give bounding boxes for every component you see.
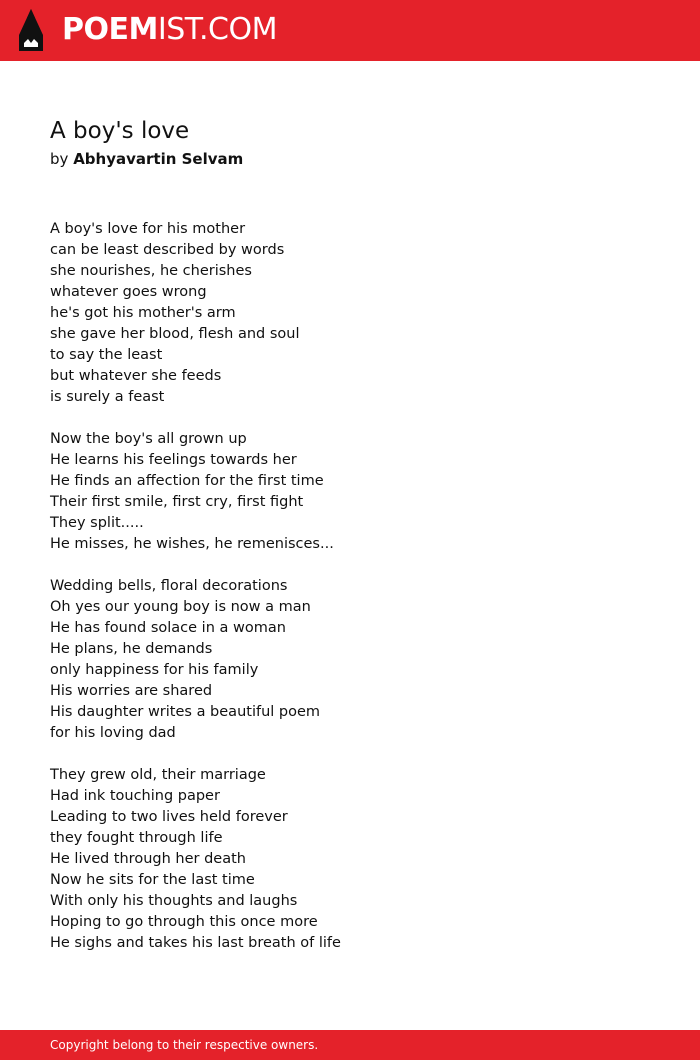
poem-line: Wedding bells, floral decorations xyxy=(50,578,288,594)
poem-line: to say the least xyxy=(50,347,163,363)
poem-line: he's got his mother's arm xyxy=(50,305,236,321)
poem-line: With only his thoughts and laughs xyxy=(50,893,298,909)
poem-line: only happiness for his family xyxy=(50,662,259,678)
poem-line: Had ink touching paper xyxy=(50,788,220,804)
stanza-1 xyxy=(50,219,650,408)
poem-line: Now he sits for the last time xyxy=(50,872,255,888)
poem-line: whatever goes wrong xyxy=(50,284,207,300)
site-header xyxy=(0,0,700,61)
stanza-4 xyxy=(50,765,650,954)
poem-line: He learns his feelings towards her xyxy=(50,452,297,468)
poem-line: for his loving dad xyxy=(50,725,176,741)
logo-light-text: IST.COM xyxy=(157,12,277,47)
byline xyxy=(50,149,243,169)
poem-line: He plans, he demands xyxy=(50,641,213,657)
poem-line: can be least described by words xyxy=(50,242,285,258)
poem-line: Oh yes our young boy is now a man xyxy=(50,599,311,615)
poem-line: He has found solace in a woman xyxy=(50,620,286,636)
poem-line: His daughter writes a beautiful poem xyxy=(50,704,321,720)
by-label: by xyxy=(50,150,69,168)
poem-line: she nourishes, he cherishes xyxy=(50,263,252,279)
poem-line: is surely a feast xyxy=(50,389,165,405)
site-footer xyxy=(0,1030,700,1060)
poem-line: They split..... xyxy=(50,515,144,531)
poem-line: Their first smile, first cry, first fight xyxy=(50,494,304,510)
poem-line: Leading to two lives held forever xyxy=(50,809,288,825)
copyright-notice: Copyright belong to their respective owners. xyxy=(50,1038,319,1052)
poem-line: A boy's love for his mother xyxy=(50,221,246,237)
stanza-2 xyxy=(50,429,650,555)
pencil-logo-icon[interactable] xyxy=(16,9,46,51)
poem-body xyxy=(50,219,650,954)
poem-line: she gave her blood, flesh and soul xyxy=(50,326,300,342)
poem-line: His worries are shared xyxy=(50,683,213,699)
author-name[interactable]: Abhyavartin Selvam xyxy=(73,150,244,168)
poem-line: they fought through life xyxy=(50,830,223,846)
poem-line: They grew old, their marriage xyxy=(50,767,266,783)
poem-line: He misses, he wishes, he remenisces... xyxy=(50,536,334,552)
poem-line: Now the boy's all grown up xyxy=(50,431,247,447)
poem-line: He lived through her death xyxy=(50,851,246,867)
stanza-3 xyxy=(50,576,650,744)
site-logo[interactable] xyxy=(62,10,277,50)
poem-line: Hoping to go through this once more xyxy=(50,914,318,930)
logo-bold-text: POEM xyxy=(62,12,158,47)
poem-line: He sighs and takes his last breath of life xyxy=(50,935,341,951)
poem-title: A boy's love xyxy=(50,118,190,144)
poem-line: He finds an affection for the first time xyxy=(50,473,324,489)
poem-line: but whatever she feeds xyxy=(50,368,222,384)
